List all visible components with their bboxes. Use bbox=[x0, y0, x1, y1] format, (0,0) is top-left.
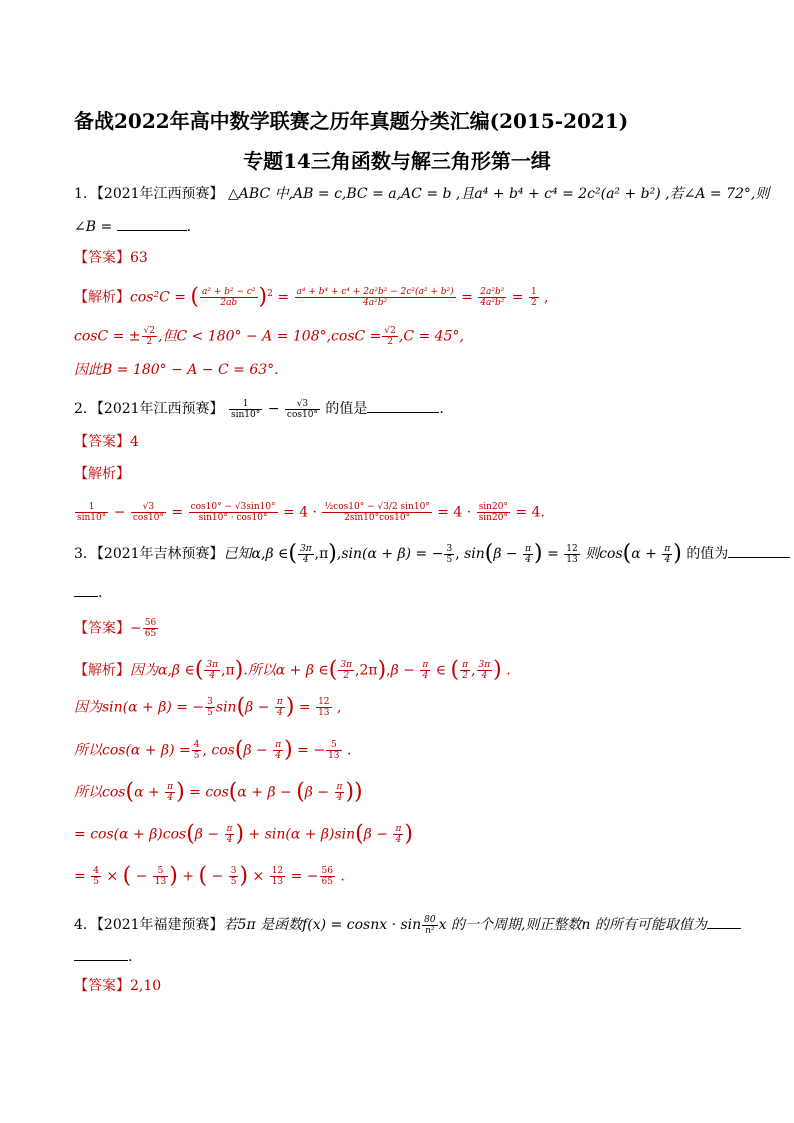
analysis-line: 【解析】cos²C = ( $\frac{\text{a² + b² − c²}}{2ab}$ )$^2$ = $\frac{\text{a⁴ + b⁴ + c⁴ + 2a²b² − 2c²(a² + b²)}}{\text{4a²b²}}$ = $\frac{\text{2a²b²}}{\text{4a²b²}}$ = $\frac{1}{2}$ , bbox=[74, 284, 549, 310]
question-2-line-1: 2．【2021年江西预赛】 $\frac{1}{\sin 10^\circ}$ − $\frac{√3}{\cos 10^\circ}$ 的值是 . bbox=[74, 398, 444, 420]
analysis-line: 【解析】因为α,β ∈( $\frac{3\pi}{4}$ ,π).所以α + β ∈( $\frac{3\pi}{2}$ ,2π),β − $\frac{\pi}{4}$ ∈ ( $\frac{\pi}{2}$ , $\frac{3\pi}{4}$ ) . bbox=[74, 657, 511, 683]
question-number: 2． bbox=[74, 401, 97, 417]
question-number: 1． bbox=[74, 186, 97, 202]
question-source: 【2021年福建预赛】 bbox=[96, 917, 224, 933]
question-number: 4． bbox=[74, 917, 97, 933]
answer-label: 【答案】 bbox=[74, 250, 130, 266]
document-subtitle: 专题14三角函数与解三角形第一缉 bbox=[243, 149, 551, 173]
answer-line: 【答案】2,10 bbox=[74, 978, 162, 994]
question-source: 【2021年吉林预赛】 bbox=[96, 546, 224, 562]
question-4-line-2: . bbox=[74, 946, 132, 967]
answer-blank bbox=[74, 582, 98, 597]
analysis-line: = cos(α + β)cos(β − $\frac{\pi}{4}$ ) + sin(α + β)sin(β − $\frac{\pi}{4}$ ) bbox=[74, 821, 413, 847]
analysis-label: 【解析】 bbox=[74, 289, 130, 306]
answer-value: 63 bbox=[130, 250, 148, 266]
question-source: 【2021年江西预赛】 bbox=[96, 186, 224, 202]
answer-blank bbox=[117, 216, 187, 231]
analysis-line: = $\frac{4}{5}$ × ( − $\frac{5}{13}$ ) + ( − $\frac{3}{5}$ ) × $\frac{12}{13}$ = − $\frac{56}{65}$ . bbox=[74, 863, 345, 889]
analysis-line: cosC = ± $\frac{√2}{2}$ ,但C < 180° − A = 108°,cosC = $\frac{√2}{2}$ ,C = 45°, bbox=[74, 326, 464, 347]
question-text: △ABC 中,AB = c,BC = a,AC = b ,且a⁴ + b⁴ + c⁴ = 2c²(a² + b²) ,若∠A = 72°,则 bbox=[228, 186, 770, 202]
answer-blank bbox=[367, 398, 439, 413]
answer-blank bbox=[74, 946, 128, 961]
question-4-line-1: 4．【2021年福建预赛】若5π 是函数f(x) = cosnx · sin $\frac{80}{\text{n²}}$ x 的一个周期,则正整数n 的所有可能取值为 bbox=[74, 914, 741, 936]
analysis-line: 因此B = 180° − A − C = 63°. bbox=[74, 362, 279, 378]
question-number: 3． bbox=[74, 546, 97, 562]
question-3-line-1: 3．【2021年吉林预赛】已知α,β ∈( $\frac{3\pi}{4}$ ,π),sin(α + β) = − $\frac{3}{5}$ , sin(β − $\frac{\pi}{4}$ ) = $\frac{12}{13}$ 则cos(α + $\frac{\pi}{4}$ ) 的值为 bbox=[74, 543, 790, 565]
analysis-line: 【解析】 bbox=[74, 466, 130, 482]
analysis-line: 因为sin(α + β) = − $\frac{3}{5}$ sin(β − $\frac{\pi}{4}$ ) = $\frac{12}{13}$ , bbox=[74, 694, 342, 720]
answer-value: 2,10 bbox=[130, 978, 162, 994]
question-source: 【2021年江西预赛】 bbox=[96, 401, 224, 417]
document-title: 备战2022年高中数学联赛之历年真题分类汇编(2015-2021) bbox=[74, 109, 629, 133]
question-3-line-2: . bbox=[74, 582, 102, 603]
question-text: ∠B = bbox=[74, 219, 113, 235]
analysis-line: 所以cos(α + $\frac{\pi}{4}$ ) = cos(α + β − (β − $\frac{\pi}{4}$ )) bbox=[74, 779, 363, 805]
analysis-line: 所以cos(α + β) = $\frac{4}{5}$ , cos(β − $\frac{\pi}{4}$ ) = − $\frac{5}{13}$ . bbox=[74, 737, 352, 763]
answer-line bbox=[74, 248, 148, 268]
answer-value: 4 bbox=[130, 434, 139, 450]
answer-line: 【答案】4 bbox=[74, 434, 139, 450]
analysis-line: $\frac{1}{\sin 10^\circ}$ − $\frac{√3}{\cos 10^\circ}$ = $\frac{\cos 10^\circ - √3\sin 10^\circ}{\sin 10^\circ \cdot \cos 10^\circ}$ = 4 · $\frac{\text{½cos10° − √3/2 sin10°}}{2\sin 10^\circ\cos 10^\circ}$ = 4 · $\frac{\sin 20^\circ}{\sin 20^\circ}$ = 4. bbox=[77, 502, 545, 523]
answer-blank bbox=[728, 543, 790, 558]
question-1-line-2: ∠B = . bbox=[74, 216, 191, 237]
answer-blank bbox=[707, 914, 741, 929]
answer-line: 【答案】− $\frac{56}{65}$ bbox=[74, 618, 157, 639]
question-1-line-1 bbox=[74, 184, 769, 204]
